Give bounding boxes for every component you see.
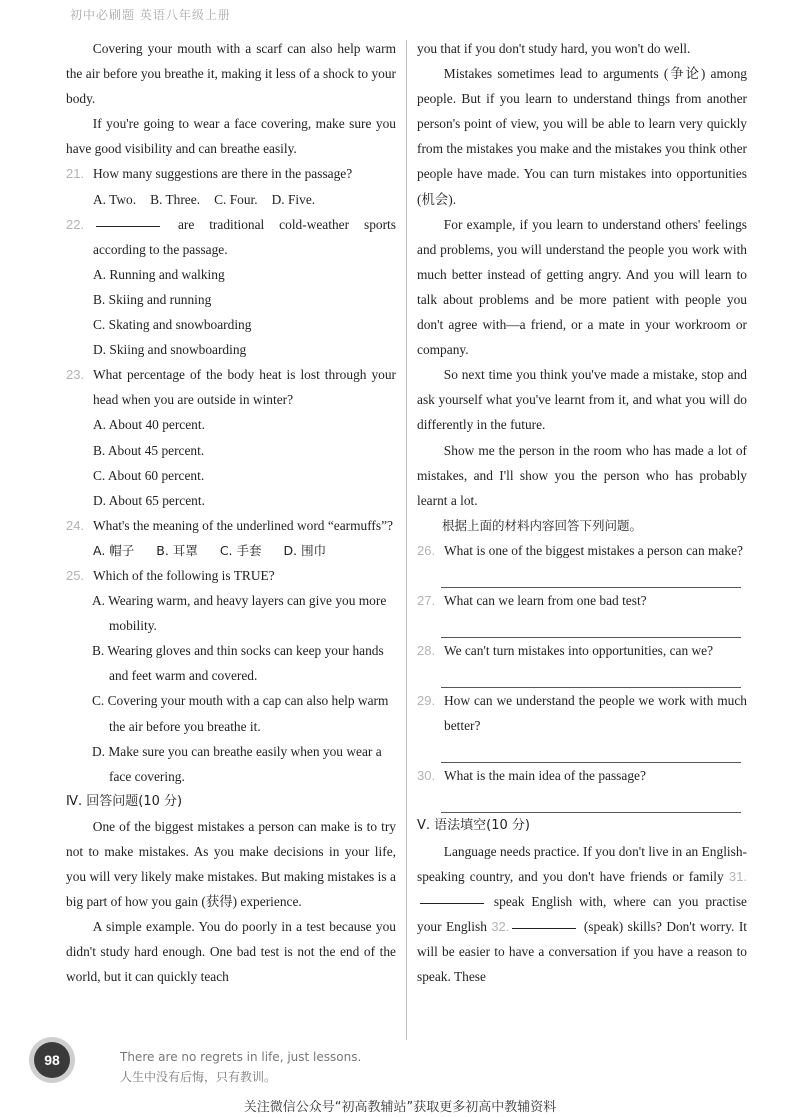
- option-b[interactable]: B. Wearing gloves and thin socks can keep your hands and feet warm and covered.: [92, 643, 384, 684]
- footer-quote-cn: 人生中没有后悔，只有教训。: [120, 1070, 277, 1084]
- question-30: [417, 763, 747, 788]
- question-number: 30.: [417, 768, 436, 784]
- section-heading-4: Ⅳ. 回答问题(10 分): [66, 793, 183, 809]
- passage-paragraph: you that if you don't study hard, you won't do well.: [417, 41, 691, 56]
- question-text: How many suggestions are there in the passage?: [93, 166, 353, 182]
- option-b[interactable]: B. Skiing and running: [93, 291, 212, 307]
- option-c[interactable]: C. Four.: [214, 191, 258, 207]
- option-c[interactable]: C. Covering your mouth with a cap can also help warm the air before you breathe it.: [92, 693, 389, 734]
- option-b[interactable]: B. Three.: [150, 191, 201, 207]
- question-text: How can we understand the people we work with much better?: [444, 693, 747, 734]
- option-c[interactable]: C. About 60 percent.: [93, 467, 205, 483]
- answer-line[interactable]: [441, 663, 741, 688]
- left-column: [66, 36, 396, 990]
- question-text: What is one of the biggest mistakes a person can make?: [444, 542, 743, 558]
- option-c[interactable]: C. 手套: [219, 542, 262, 558]
- option-a[interactable]: A. Wearing warm, and heavy layers can give you more mobility.: [92, 593, 387, 634]
- question-text: What can we learn from one bad test?: [444, 592, 647, 608]
- option-b[interactable]: B. 耳罩: [156, 542, 198, 558]
- answer-line[interactable]: [441, 788, 741, 813]
- answer-line[interactable]: [441, 613, 741, 638]
- option-a[interactable]: A. Two.: [93, 191, 137, 207]
- instruction-text: 根据上面的材料内容回答下列问题。: [442, 517, 643, 533]
- blank-number-32: 32.: [491, 918, 510, 934]
- passage-paragraph: Mistakes sometimes lead to arguments (争论) among people. But if you learn to understand things from another person's point of view, you will be able to learn very quickly from the mistakes you make and the mistakes you think other people have made. You can turn mistakes into opportunities (机会).: [417, 66, 747, 207]
- question-number: 21.: [66, 166, 85, 182]
- column-divider: [406, 40, 407, 1040]
- section-heading-5: Ⅴ. 语法填空(10 分): [417, 818, 530, 834]
- question-number: 29.: [417, 693, 436, 709]
- passage-paragraph: So next time you think you've made a mistake, stop and ask yourself what you've learnt from it, and what you will do differently in the future.: [417, 367, 747, 433]
- passage-paragraph: Covering your mouth with a scarf can also help warm the air before you breathe it, making it less of a shock to your body.: [66, 41, 396, 107]
- blank-number-31: 31.: [728, 868, 747, 884]
- cloze-text: speak English with, where can you practise your English: [417, 893, 747, 934]
- answer-line[interactable]: [441, 738, 741, 763]
- question-number: 23.: [66, 367, 85, 383]
- options-row: [66, 187, 396, 212]
- passage-paragraph: One of the biggest mistakes a person can make is to try not to make mistakes. As you make decisions in your life, you will very likely make mistakes. But making mistakes is a big part of how you gain (获得) experience.: [66, 818, 396, 910]
- option-a[interactable]: A. About 40 percent.: [93, 417, 205, 433]
- question-24: [66, 513, 396, 538]
- footer-notice: 关注微信公众号“初高教辅站”获取更多初高中教辅资料: [243, 1100, 557, 1115]
- question-number: 27.: [417, 592, 436, 608]
- cloze-text: (speak) skills? Don't worry. It will be easier to have a conversation if you have a reason to speak. These: [417, 918, 747, 984]
- question-27: [417, 588, 747, 613]
- question-text: Which of the following is TRUE?: [93, 567, 275, 583]
- question-text: are traditional cold-weather sports according to the passage.: [93, 216, 396, 257]
- question-text: What's the meaning of the underlined word “earmuffs”?: [93, 517, 393, 533]
- question-21: [66, 161, 396, 186]
- options-row: [66, 538, 396, 563]
- question-25: [66, 563, 396, 588]
- question-28: [417, 638, 747, 663]
- option-d[interactable]: D. 围巾: [283, 542, 327, 558]
- question-29: [417, 688, 747, 738]
- question-text: We can't turn mistakes into opportunities, can we?: [444, 643, 714, 659]
- page-number: 98: [34, 1042, 70, 1078]
- question-number: 22.: [66, 216, 85, 232]
- option-c[interactable]: C. Skating and snowboarding: [93, 317, 252, 333]
- question-number: 26.: [417, 542, 436, 558]
- passage-paragraph: For example, if you learn to understand others' feelings and problems, you will understand the people you work with much better instead of getting angry. And you will learn to talk about problems and be more patient with people you don't agree with—a friend, or a mate in your workroom or company.: [417, 216, 747, 358]
- option-a[interactable]: A. 帽子: [93, 542, 135, 558]
- passage-paragraph: A simple example. You do poorly in a test because you didn't study hard enough. One bad test is not the end of the world, but it can quickly teach: [66, 919, 396, 985]
- right-column: [417, 36, 747, 989]
- question-text: What is the main idea of the passage?: [444, 768, 646, 784]
- option-a[interactable]: A. Running and walking: [93, 266, 225, 282]
- question-text: What percentage of the body heat is lost through your head when you are outside in winter?: [93, 367, 396, 408]
- question-26: [417, 538, 747, 563]
- question-22: [66, 212, 396, 262]
- passage-paragraph: If you're going to wear a face covering, make sure you have good visibility and can breathe easily.: [66, 116, 396, 157]
- question-number: 25.: [66, 567, 85, 583]
- question-23: [66, 362, 396, 412]
- cloze-text: Language needs practice. If you don't live in an English-speaking country, and you don't have friends or family: [417, 843, 747, 884]
- passage-paragraph: Show me the person in the room who has made a lot of mistakes, and I'll show you the person who has probably learnt a lot.: [417, 442, 747, 508]
- option-d[interactable]: D. Make sure you can breathe easily when you wear a face covering.: [92, 743, 382, 784]
- cloze-paragraph: [417, 839, 747, 990]
- answer-blank[interactable]: [96, 225, 160, 227]
- option-d[interactable]: D. About 65 percent.: [93, 492, 205, 508]
- footer-quote-en: There are no regrets in life, just lessons.: [120, 1050, 362, 1064]
- question-number: 24.: [66, 517, 85, 533]
- option-d[interactable]: D. Five.: [271, 191, 316, 207]
- option-d[interactable]: D. Skiing and snowboarding: [93, 342, 247, 358]
- answer-line[interactable]: [441, 563, 741, 588]
- answer-blank[interactable]: [420, 902, 484, 904]
- question-number: 28.: [417, 643, 436, 659]
- option-b[interactable]: B. About 45 percent.: [93, 442, 205, 458]
- answer-blank[interactable]: [512, 927, 576, 929]
- page-header: 初中必刷题 英语八年级上册: [70, 8, 231, 22]
